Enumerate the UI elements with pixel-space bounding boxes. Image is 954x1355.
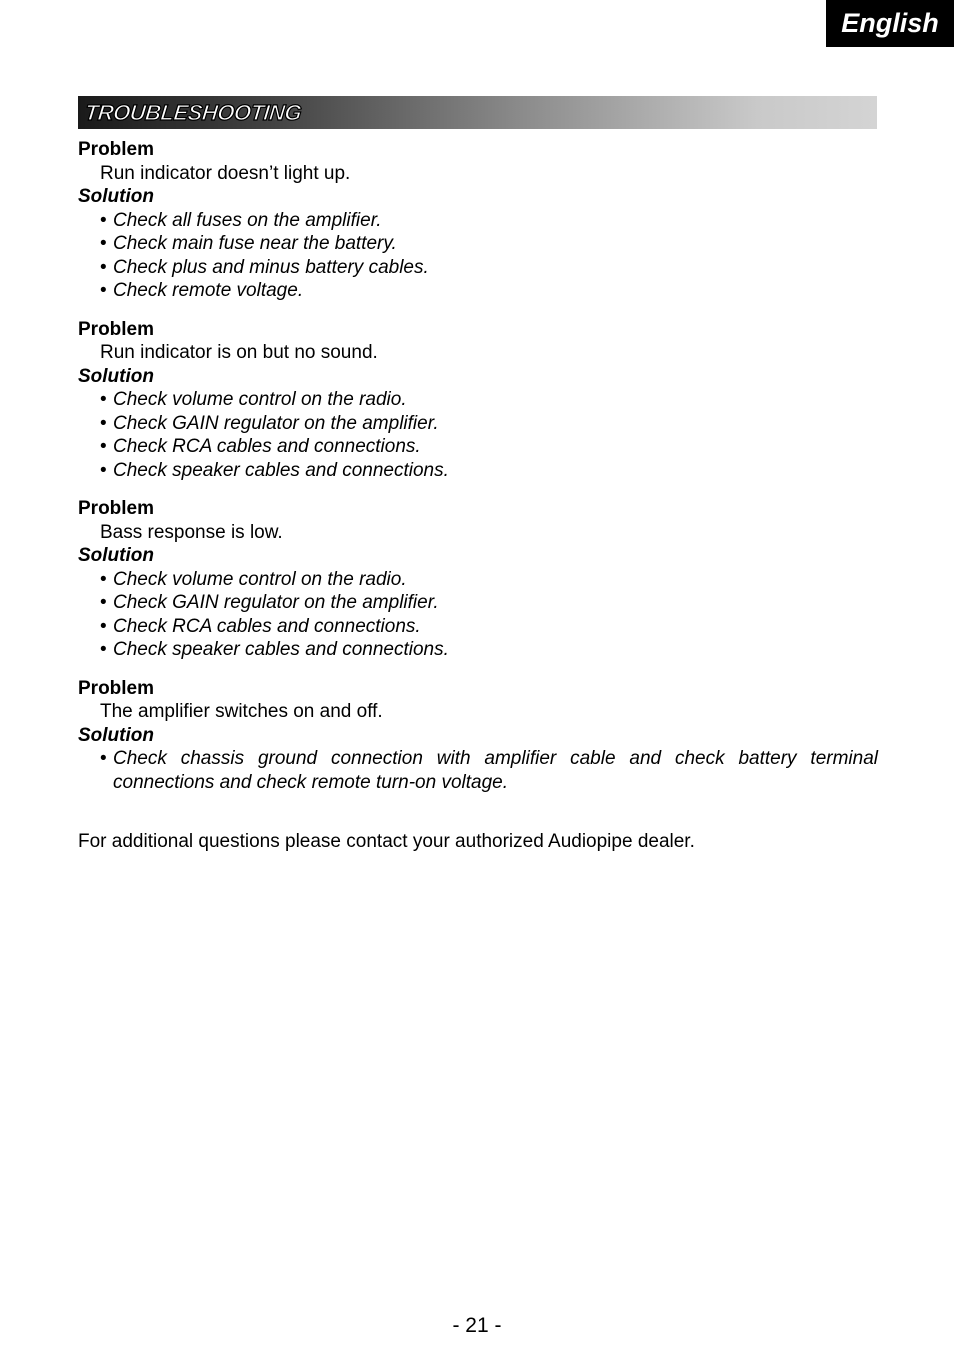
language-tab: English — [826, 0, 954, 47]
problem-label: Problem — [78, 498, 155, 519]
solution-label: Solution — [78, 186, 154, 207]
solution-item: • Check volume control on the radio. — [78, 568, 878, 592]
solution-item: • Check RCA cables and connections. — [78, 435, 878, 459]
solution-item: • Check main fuse near the battery. — [78, 232, 878, 256]
problem-label: Problem — [78, 139, 155, 160]
troubleshooting-entry — [78, 318, 878, 483]
solution-label: Solution — [78, 724, 154, 746]
solution-item: • Check chassis ground connection with amplifier cable and check battery terminal connections and check remote turn-on voltage. — [78, 747, 878, 794]
solution-list — [78, 388, 878, 482]
solution-item: • Check volume control on the radio. — [78, 388, 878, 412]
solution-item: • Check GAIN regulator on the amplifier. — [78, 412, 878, 436]
section-banner — [78, 96, 877, 129]
solution-list — [78, 568, 878, 662]
solution-item: • Check speaker cables and connections. — [78, 459, 878, 483]
solution-item: • Check all fuses on the amplifier. — [78, 209, 878, 233]
troubleshooting-entry — [78, 497, 878, 662]
problem-text: Bass response is low. — [100, 521, 283, 543]
problem-label: Problem — [78, 677, 155, 699]
problem-text: Run indicator is on but no sound. — [100, 342, 378, 363]
solution-label: Solution — [78, 545, 154, 566]
troubleshooting-content — [78, 138, 878, 809]
troubleshooting-entry — [78, 138, 878, 303]
problem-text: The amplifier switches on and off. — [100, 701, 383, 722]
solution-list — [78, 209, 878, 303]
solution-item: • Check remote voltage. — [78, 279, 878, 303]
solution-item: • Check speaker cables and connections. — [78, 638, 878, 662]
solution-item: • Check GAIN regulator on the amplifier. — [78, 591, 878, 615]
section-title: TROUBLESHOOTING — [83, 100, 303, 125]
problem-text: Run indicator doesn’t light up. — [100, 162, 351, 184]
page-number: - 21 - — [452, 1314, 502, 1337]
footer-note: For additional questions please contact your authorized Audiopipe dealer. — [78, 831, 695, 852]
solution-item: • Check RCA cables and connections. — [78, 615, 878, 639]
problem-label: Problem — [78, 318, 155, 340]
solution-label: Solution — [78, 365, 154, 387]
troubleshooting-entry — [78, 677, 878, 795]
solution-item: • Check plus and minus battery cables. — [78, 256, 878, 280]
solution-list — [78, 747, 878, 794]
